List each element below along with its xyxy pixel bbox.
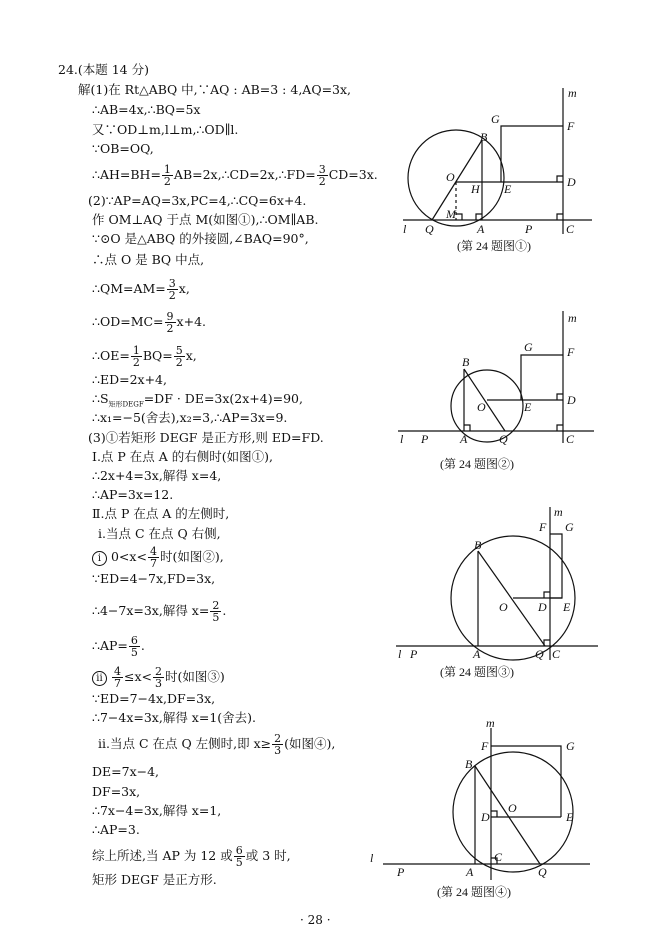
- solution-line: 作 OM⊥AQ 于点 M(如图①),∴OM∥AB.: [92, 212, 319, 227]
- solution-line: 又∵OD⊥m,l⊥m,∴OD∥l.: [92, 122, 239, 137]
- solution-line: ∵OB=OQ,: [92, 141, 154, 156]
- label-l: l: [403, 222, 407, 236]
- circle-o: [408, 130, 504, 226]
- summary-line: 综上所述,当 AP 为 12 或 $\frac{6}{5}$ 或 3 时,: [92, 844, 291, 869]
- right-angle-c: [557, 425, 563, 431]
- page-number: · 28 ·: [300, 913, 331, 927]
- segment-bq: [432, 140, 482, 220]
- solution-line-fraction: ∴OE= $\frac{1}{2}$ BQ= $\frac{5}{2}$ x,: [92, 344, 197, 369]
- solution-line-fraction: ∴OD=MC= $\frac{9}{2}$ x+4.: [92, 310, 206, 335]
- label-b: B: [474, 538, 482, 552]
- figure-2: [398, 311, 594, 471]
- solution-line: ∴x₁=−5(舍去),x₂=3,∴AP=3x=9.: [92, 410, 288, 425]
- label-o: O: [499, 600, 508, 614]
- rect-degf: [550, 534, 562, 598]
- right-angle-a: [464, 425, 470, 431]
- right-angle-c: [557, 214, 563, 220]
- label-q: Q: [425, 222, 434, 236]
- solution-line: ∴点 O 是 BQ 中点,: [92, 252, 205, 267]
- solution-line: ⅰ.当点 C 在点 Q 右侧,: [98, 526, 221, 541]
- label-g: G: [491, 112, 500, 126]
- figure-3: [396, 505, 598, 679]
- label-g: G: [524, 340, 533, 354]
- label-d: D: [481, 810, 490, 824]
- solution-line: ∵⊙O 是△ABQ 的外接圆,∠BAQ=90°,: [92, 231, 309, 246]
- label-m: m: [568, 86, 577, 100]
- label-l: l: [370, 851, 374, 865]
- label-a: A: [460, 432, 468, 446]
- label-d: D: [567, 393, 576, 407]
- label-c: C: [552, 647, 561, 661]
- solution-line: (2)∵AP=AQ=3x,PC=4,∴CQ=6x+4.: [88, 193, 307, 208]
- label-q: Q: [538, 865, 547, 879]
- solution-line: Ⅱ.点 P 在点 A 的左侧时,: [92, 506, 230, 521]
- right-angle-d: [557, 394, 563, 400]
- case-1-line: i 0<x< $\frac{4}{7}$ 时(如图②),: [92, 546, 224, 569]
- label-o: O: [508, 801, 517, 815]
- label-m: m: [486, 716, 495, 730]
- label-b: B: [465, 757, 473, 771]
- label-b: B: [462, 355, 470, 369]
- label-c: C: [566, 432, 575, 446]
- label-m: m: [568, 311, 577, 325]
- label-b: B: [480, 130, 488, 144]
- solution-line: DF=3x,: [92, 784, 141, 799]
- label-p: P: [397, 865, 405, 879]
- rect-degf: [521, 355, 563, 400]
- label-a: A: [473, 647, 481, 661]
- label-g: G: [565, 520, 574, 534]
- circled-number: i: [92, 551, 107, 566]
- figure-1: [403, 86, 592, 253]
- solution-line: ∵ED=4−7x,FD=3x,: [92, 571, 216, 586]
- solution-line-area: $\therefore S_{矩形DEGF}=DF \cdot DE=3x(2x+4)=90$,: [92, 391, 303, 409]
- label-o: O: [446, 170, 455, 184]
- solution-line: ∴AP=3.: [92, 822, 140, 837]
- caption-3: (第 24 题图③): [440, 665, 514, 679]
- label-c: C: [494, 850, 503, 864]
- label-q: Q: [499, 432, 508, 446]
- circled-number: ii: [92, 671, 107, 686]
- right-angle-m: [456, 214, 462, 220]
- solution-line-fraction: ∴AP= $\frac{6}{5}$ .: [92, 634, 145, 659]
- rect-degf: [501, 126, 563, 182]
- label-a: A: [477, 222, 485, 236]
- right-angle-d: [491, 811, 497, 817]
- label-p: P: [410, 647, 418, 661]
- label-p: P: [421, 432, 429, 446]
- label-e: E: [563, 600, 571, 614]
- solution-line: DE=7x−4,: [92, 764, 160, 779]
- figure-4: [370, 716, 590, 899]
- label-e: E: [504, 182, 512, 196]
- label-m-point: M: [446, 207, 456, 221]
- solution-line: (3)①若矩形 DEGF 是正方形,则 ED=FD.: [88, 430, 324, 445]
- label-c: C: [566, 222, 575, 236]
- solution-line: ∴ED=2x+4,: [92, 372, 167, 387]
- conclusion-line: 矩形 DEGF 是正方形.: [92, 872, 217, 887]
- solution-line: ∴AP=3x=12.: [92, 487, 174, 502]
- label-o: O: [477, 400, 486, 414]
- solution-line: ∴AB=4x,∴BQ=5x: [92, 102, 201, 117]
- solution-line: 解(1)在 Rt△ABQ 中,∵AQ : AB=3 : 4,AQ=3x,: [78, 82, 352, 97]
- label-m: m: [554, 505, 563, 519]
- solution-line: ∴7x−4=3x,解得 x=1,: [92, 803, 222, 818]
- solution-line-fraction: ∴4−7x=3x,解得 x= $\frac{2}{5}$ .: [92, 599, 227, 624]
- label-e: E: [566, 810, 574, 824]
- solution-line: ∴7−4x=3x,解得 x=1(舍去).: [92, 710, 257, 725]
- label-p: P: [525, 222, 533, 236]
- label-d: D: [538, 600, 547, 614]
- label-f: F: [539, 520, 547, 534]
- label-f: F: [567, 345, 575, 359]
- problem-header: 24.(本题 14 分): [58, 62, 149, 77]
- caption-4: (第 24 题图④): [437, 885, 511, 899]
- solution-line: ∴2x+4=3x,解得 x=4,: [92, 468, 222, 483]
- label-l: l: [400, 432, 404, 446]
- caption-2: (第 24 题图②): [440, 457, 514, 471]
- label-a: A: [466, 865, 474, 879]
- label-g: G: [566, 739, 575, 753]
- solution-line: Ⅰ.点 P 在点 A 的右侧时(如图①),: [92, 449, 273, 464]
- label-q: Q: [535, 647, 544, 661]
- label-e: E: [524, 400, 532, 414]
- label-l: l: [398, 647, 402, 661]
- solution-line: ∵ED=7−4x,DF=3x,: [92, 691, 216, 706]
- solution-line-fraction: ∴AH=BH= $\frac{1}{2}$ AB=2x,∴CD=2x,∴FD= $\frac{3}{2}$ CD=3x.: [92, 163, 378, 188]
- caption-1: (第 24 题图①): [457, 239, 531, 253]
- right-angle-d: [544, 592, 550, 598]
- label-f: F: [481, 739, 489, 753]
- case-2-line: ii $\frac{4}{7}$ ≤x< $\frac{2}{3}$ 时(如图③): [92, 666, 225, 689]
- label-h: H: [471, 182, 480, 196]
- case-3-line: ⅱ.当点 C 在点 Q 左侧时,即 x≥ $\frac{2}{3}$ (如图④),: [98, 732, 336, 757]
- label-f: F: [567, 119, 575, 133]
- solution-line-fraction: ∴QM=AM= $\frac{3}{2}$ x,: [92, 277, 190, 302]
- label-d: D: [567, 175, 576, 189]
- right-angle-d: [557, 176, 563, 182]
